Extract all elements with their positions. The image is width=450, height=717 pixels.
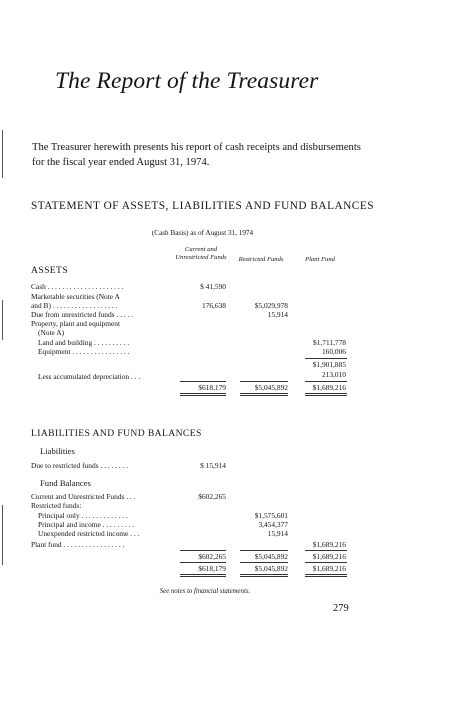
double-rule bbox=[240, 574, 288, 575]
row-value: $602,265 bbox=[198, 492, 226, 501]
row-value: $1,575,601 bbox=[254, 511, 288, 520]
row-value: $1,689,216 bbox=[312, 540, 346, 549]
total-value: $1,689,216 bbox=[312, 564, 346, 573]
total-value: $5,045,892 bbox=[254, 564, 288, 573]
row-label: Principal only . . . . . . . . . . . . . bbox=[38, 511, 128, 520]
row-value: 3,454,377 bbox=[258, 520, 288, 529]
rule bbox=[240, 381, 288, 382]
statement-title: STATEMENT OF ASSETS, LIABILITIES AND FUND BALANCES bbox=[30, 200, 375, 212]
subtotal-value: $1,689,216 bbox=[312, 552, 346, 561]
double-rule bbox=[180, 395, 226, 396]
double-rule bbox=[305, 576, 347, 577]
row-label: Marketable securities (Note A bbox=[31, 292, 120, 301]
row-label: Property, plant and equipment bbox=[31, 319, 121, 328]
row-value: $1,901,885 bbox=[312, 360, 346, 369]
double-rule bbox=[240, 393, 288, 394]
total-value: $5,045,892 bbox=[254, 383, 288, 392]
statement-subtitle: (Cash Basis) as of August 31, 1974 bbox=[151, 229, 254, 237]
row-value: 213,010 bbox=[321, 370, 346, 379]
row-label: Cash . . . . . . . . . . . . . . . . . . . . . bbox=[31, 282, 124, 291]
row-value: $ 15,914 bbox=[200, 461, 226, 470]
double-rule bbox=[180, 393, 226, 394]
intro-paragraph: The Treasurer herewith presents his report of cash receipts and disbursements for the fiscal year ended August 31, 1974. bbox=[32, 142, 361, 168]
scan-edge-mark bbox=[2, 505, 3, 565]
page-title: The Report of the Treasurer bbox=[55, 68, 319, 94]
row-label: Plant fund . . . . . . . . . . . . . . . . . bbox=[31, 540, 125, 549]
double-rule bbox=[305, 574, 347, 575]
assets-heading: ASSETS bbox=[31, 265, 69, 276]
scan-edge-mark bbox=[2, 130, 3, 178]
column-header-restricted: Restricted Funds bbox=[238, 256, 284, 263]
row-label: Equipment . . . . . . . . . . . . . . . . bbox=[38, 347, 130, 356]
rule bbox=[305, 358, 347, 359]
double-rule bbox=[240, 395, 288, 396]
total-value: $618,179 bbox=[198, 383, 226, 392]
row-label: Less accumulated depreciation . . . bbox=[38, 372, 141, 381]
row-value: $5,029,978 bbox=[254, 301, 288, 310]
row-value: 15,914 bbox=[267, 529, 288, 538]
row-value: 160,006 bbox=[321, 347, 346, 356]
fund-balances-subheading: Fund Balances bbox=[40, 478, 91, 488]
row-value: 176,638 bbox=[201, 301, 226, 310]
row-label: and B) . . . . . . . . . . . . . . . . . . bbox=[31, 301, 118, 310]
scan-edge-mark bbox=[2, 300, 3, 340]
liabilities-heading: LIABILITIES AND FUND BALANCES bbox=[31, 428, 202, 439]
subtotal-value: $5,045,892 bbox=[254, 552, 288, 561]
row-label: Restricted funds: bbox=[31, 501, 82, 510]
row-value: 15,914 bbox=[267, 310, 288, 319]
rule bbox=[305, 381, 347, 382]
double-rule bbox=[180, 574, 226, 575]
rule bbox=[180, 550, 226, 551]
row-label: (Note A) bbox=[38, 328, 65, 337]
column-header-plant: Plant Fund bbox=[305, 256, 335, 263]
row-value: $ 41,590 bbox=[200, 282, 226, 291]
double-rule bbox=[180, 576, 226, 577]
page-number: 279 bbox=[333, 603, 349, 614]
footnote: See notes to financial statements. bbox=[159, 588, 251, 595]
total-value: $618,179 bbox=[198, 564, 226, 573]
double-rule bbox=[305, 395, 347, 396]
row-value: $1,711,778 bbox=[313, 338, 346, 347]
row-label: Principal and income . . . . . . . . . bbox=[38, 520, 135, 529]
row-label: Due from unrestricted funds . . . . . bbox=[31, 310, 134, 319]
row-label: Current and Unrestricted Funds . . . bbox=[31, 492, 136, 501]
double-rule bbox=[305, 393, 347, 394]
double-rule bbox=[240, 576, 288, 577]
rule bbox=[180, 381, 226, 382]
column-header-current: Current and Unrestricted Funds bbox=[175, 246, 227, 261]
rule bbox=[305, 562, 347, 563]
rule bbox=[180, 562, 226, 563]
subtotal-value: $602,265 bbox=[198, 552, 226, 561]
row-label: Due to restricted funds . . . . . . . . bbox=[31, 461, 129, 470]
row-label: Unexpended restricted income . . . bbox=[38, 529, 140, 538]
rule bbox=[240, 550, 288, 551]
row-label: Land and building . . . . . . . . . . bbox=[38, 338, 130, 347]
liabilities-subheading: Liabilities bbox=[40, 446, 75, 456]
total-value: $1,689,216 bbox=[312, 383, 346, 392]
rule bbox=[305, 550, 347, 551]
rule bbox=[240, 562, 288, 563]
